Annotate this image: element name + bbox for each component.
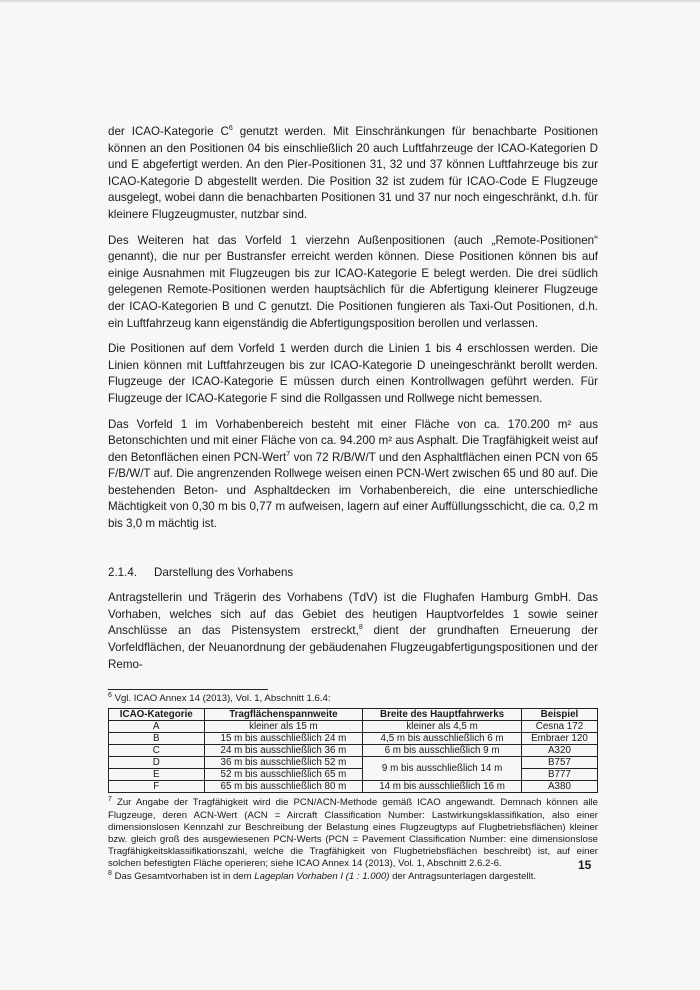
table-row (109, 733, 598, 745)
table-cell: C (109, 745, 205, 757)
table-cell: B757 (521, 757, 597, 769)
text: Das Vorfeld 1 im Vorhabenbereich besteht mit einer Fläche von ca. 170.200 m² aus Betonschichten und mit einer Fläche von ca. 94.200 m² aus Asphalt. Die Tragfähigkeit weist auf den Betonflächen einen PCN-Wert (108, 417, 598, 464)
footnote-marker: 6 (108, 692, 112, 700)
table-cell: 52 m bis ausschließlich 65 m (204, 769, 363, 781)
footnote-ref-8[interactable]: 8 (358, 624, 363, 632)
text: von 72 R/B/W/T und den Asphaltflächen einen PCN von 65 F/B/W/T auf. Die angrenzenden Rollwege weisen einen PCN-Wert zwischen 65 und 80 auf. Die bestehenden Beton- und Asphaltdecken im Vorhabenbereich, die eine unterschiedliche Mächtigkeit von 0,30 m bis 0,77 m aufweisen, lagern auf einer Auffüllungsschicht, die ca. 0,2 m bis 3,0 m mächtig ist. (108, 450, 598, 531)
table-cell: 65 m bis ausschließlich 80 m (204, 781, 363, 793)
page-number: 15 (578, 858, 592, 872)
footnote-text: Zur Angabe der Tragfähigkeit wird die PCN/ACN-Methode gemäß ICAO angewandt. Demnach können alle Flugzeuge, deren ACN-Wert (ACN = Aircraft Classification Number: Lastwirkungsklassifikation, also einer dimensionslosen Kennzahl zur Beschreibung der Belastung eines Flugzeugtyps auf Flugbetriebsflächen) kleiner bzw. gleich groß des ausgewiesenen PCN-Werts (PCN = Pavement Classification Number: eine dimensionslose Tragfähigkeitsklassifikationszahl, welche die Tragfähigkeit von Flugbetriebsflächen beschreibt) ist, auf einer solchen befestigten Fläche operieren; siehe ICAO Annex 14 (2013), Vol. 1, Abschnitt 2.6.2-6. (108, 797, 598, 870)
table-cell: A380 (521, 781, 597, 793)
column-header: Beispiel (521, 709, 597, 721)
column-header: Tragflächenspannweite (204, 709, 363, 721)
footnote-6 (108, 693, 598, 705)
paragraph-4 (108, 417, 598, 533)
table-row (109, 721, 598, 733)
footnote-ref-6[interactable]: 6 (228, 125, 233, 133)
section-heading (108, 565, 598, 582)
table-cell: E (109, 769, 205, 781)
footnote-marker: 7 (108, 796, 112, 804)
table-cell: Cesna 172 (521, 721, 597, 733)
table-cell-merged: 9 m bis ausschließlich 14 m (363, 757, 522, 781)
section-number: 2.1.4. (108, 565, 138, 579)
table-cell: Embraer 120 (521, 733, 597, 745)
table-cell: 6 m bis ausschließlich 9 m (363, 745, 522, 757)
footnote-ref-7[interactable]: 7 (286, 450, 291, 458)
scan-edge (0, 0, 700, 3)
footnote-8 (108, 871, 598, 883)
text: Antragstellerin und Trägerin des Vorhabens (TdV) ist die Flughafen Hamburg GmbH. Das Vorhaben, welches sich auf das Gebiet des heutigen Hauptvorfeldes 1 sowie seiner Anschlüsse an das Pistensystem erstreckt, (108, 591, 598, 638)
table-cell: D (109, 757, 205, 769)
table-cell: F (109, 781, 205, 793)
paragraph-3: Die Positionen auf dem Vorfeld 1 werden durch die Linien 1 bis 4 erschlossen werden. Die Linien können mit Luftfahrzeugen bis zur ICAO-Kategorie D uneingeschränkt berollt werden. Flugzeuge der ICAO-Kategorie E müssen durch einen Kontrollwagen geführt werden. Für Flugzeuge der ICAO-Kategorie F sind die Rollgassen und Rollwege nicht bemessen. (108, 342, 598, 405)
text: genutzt werden. Mit Einschränkungen für benachbarte Positionen können an den Positionen 04 bis einschließlich 20 auch Luftfahrzeuge der ICAO-Kategorien D und E abgefertigt werden. An den Pier-Positionen 31, 32 und 37 können Luftfahrzeuge bis zur ICAO-Kategorie D abgestellt werden. Die Position 32 ist zudem für ICAO-Code E Flugzeuge ausgelegt, wobei dann die benachbarten Positionen 31 und 37 nur noch eingeschränkt, d.h. für kleinere Flugzeugmuster, nutzbar sind. (108, 125, 598, 221)
table-cell: A (109, 721, 205, 733)
text: der ICAO-Kategorie C (108, 125, 229, 138)
table-cell: kleiner als 15 m (204, 721, 363, 733)
section-title: Darstellung des Vorhabens (154, 565, 294, 579)
table-row (109, 769, 598, 781)
plan-reference: Lageplan Vorhaben I (1 : 1.000) (254, 870, 390, 882)
footnote-text: Das Gesamtvorhaben ist in dem (111, 870, 255, 882)
table-header-row (109, 709, 598, 721)
footnote-text: der Antragsunterlagen dargestellt. (389, 870, 537, 882)
column-header: ICAO-Kategorie (109, 709, 205, 721)
table-cell: A320 (521, 745, 597, 757)
table-cell: 15 m bis ausschließlich 24 m (204, 733, 363, 745)
document-page (108, 124, 598, 883)
footnote-text: Vgl. ICAO Annex 14 (2013), Vol. 1, Abschnitt 1.6.4: (111, 693, 331, 705)
table-row (109, 757, 598, 769)
table-cell: B777 (521, 769, 597, 781)
table-cell: B (109, 733, 205, 745)
text: dient der grundhaften Erneuerung der Vorfeldflächen, der Neuanordnung der gebäudenahen Flugzeugabfertigungspositionen und der Remo- (108, 624, 598, 671)
table-row (109, 781, 598, 793)
table-cell: 14 m bis ausschließlich 16 m (363, 781, 522, 793)
table-cell: kleiner als 4,5 m (363, 721, 522, 733)
paragraph-5 (108, 590, 598, 673)
table-row (109, 745, 598, 757)
table-cell: 4,5 m bis ausschließlich 6 m (363, 733, 522, 745)
table-cell: 36 m bis ausschließlich 52 m (204, 757, 363, 769)
table-cell: 24 m bis ausschließlich 36 m (204, 745, 363, 757)
footnotes-lower (108, 797, 598, 882)
paragraph-2: Des Weiteren hat das Vorfeld 1 vierzehn Außenpositionen (auch „Remote-Positionen“ genannt), die nur per Bustransfer erreicht werden können. Diese Positionen können bis auf einige Ausnahmen mit Flugzeugen bis zur ICAO-Kategorie E belegt werden. Die drei südlich gelegenen Remote-Positionen werden hauptsächlich für die Abfertigung kleinerer Flugzeuge der ICAO-Kategorien B und C genutzt. Die Positionen fungieren als Taxi-Out Positionen, d.h. ein Luftfahrzeug kann eigenständig die Abfertigungsposition berollen und verlassen. (108, 233, 598, 330)
paragraph-1 (108, 124, 598, 224)
footnote-7 (108, 797, 598, 870)
icao-category-table (108, 708, 598, 793)
footnote-divider (108, 689, 268, 690)
footnote-marker: 8 (108, 869, 112, 877)
column-header: Breite des Hauptfahrwerks (363, 709, 522, 721)
